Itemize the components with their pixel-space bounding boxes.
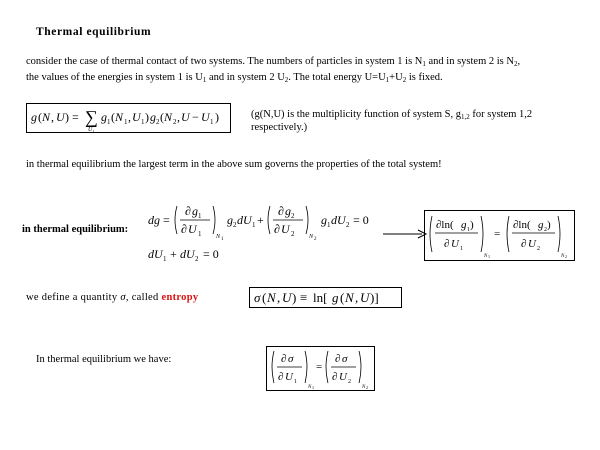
svg-text:N: N xyxy=(216,234,221,240)
svg-text:g: g xyxy=(332,290,339,305)
svg-text:1: 1 xyxy=(460,246,463,252)
svg-text:∂: ∂ xyxy=(332,371,338,383)
svg-text:+: + xyxy=(257,213,264,227)
entropy-formula-box xyxy=(249,287,403,309)
svg-text:1: 1 xyxy=(107,118,111,126)
svg-text:N: N xyxy=(267,290,276,305)
svg-text:∂: ∂ xyxy=(181,222,187,236)
svg-text:dg: dg xyxy=(148,213,160,227)
svg-text:N: N xyxy=(484,254,488,259)
svg-text:) =: ) = xyxy=(65,110,79,124)
svg-text:σ: σ xyxy=(254,290,261,305)
svg-text:,: , xyxy=(355,290,359,305)
dg-equation xyxy=(148,200,388,266)
svg-text:(: ( xyxy=(262,290,267,305)
page-title: Thermal equilibrium xyxy=(36,26,152,38)
svg-text:N: N xyxy=(115,110,124,124)
svg-text:(: ( xyxy=(38,110,42,124)
svg-text:1: 1 xyxy=(163,255,167,263)
svg-text:= 0: = 0 xyxy=(353,213,369,227)
svg-text:∂: ∂ xyxy=(281,353,287,365)
svg-text:2: 2 xyxy=(544,227,547,233)
svg-text:2: 2 xyxy=(156,118,160,126)
entropy-definition-text: we define a quantity σ, called entropy xyxy=(26,292,199,303)
svg-text:∂: ∂ xyxy=(274,222,280,236)
svg-text:ln[: ln[ xyxy=(313,290,328,305)
svg-text:1: 1 xyxy=(252,221,256,229)
svg-text:g: g xyxy=(538,219,544,231)
svg-text:N: N xyxy=(362,385,366,390)
svg-text:∂ln(: ∂ln( xyxy=(436,219,454,231)
svg-text:N: N xyxy=(308,385,312,390)
svg-text:2: 2 xyxy=(348,379,351,385)
svg-text:,: , xyxy=(51,110,54,124)
svg-text:dU: dU xyxy=(148,247,163,261)
intro-line-2: the values of the energies in system 1 is $U_1$ and in system 2 $U_2$. The total energy $U=U_1+U_2$ is fixed. xyxy=(26,72,443,84)
equilibrium-condition-label: In thermal equilibrium we have: xyxy=(36,354,172,365)
svg-text:U: U xyxy=(285,371,293,383)
svg-text:,: , xyxy=(277,290,281,305)
svg-text:U: U xyxy=(360,290,370,305)
svg-text:): ) xyxy=(547,219,551,231)
svg-text:U: U xyxy=(181,110,190,124)
svg-text:g: g xyxy=(461,219,467,231)
svg-text:2: 2 xyxy=(195,255,199,263)
svg-text:U: U xyxy=(56,110,65,124)
svg-text:2: 2 xyxy=(314,237,317,242)
svg-text:g: g xyxy=(101,110,107,124)
svg-text:∑: ∑ xyxy=(85,107,98,127)
multiplicity-note: (g(N,U) is the multiplicity function of system S, $g_{1,2}$ for system 1,2 respectively.) xyxy=(251,109,533,133)
svg-text:=: = xyxy=(494,228,501,240)
svg-text:=: = xyxy=(163,213,170,227)
svg-text:g: g xyxy=(192,204,198,218)
entropy-term: entropy xyxy=(161,292,199,303)
svg-text:1: 1 xyxy=(198,230,202,238)
svg-text:U: U xyxy=(282,290,292,305)
svg-text:σ: σ xyxy=(342,353,348,365)
svg-text:2: 2 xyxy=(565,254,567,259)
svg-text:,: , xyxy=(177,110,180,124)
entropy-equilibrium-box xyxy=(266,346,376,392)
svg-text:N: N xyxy=(42,110,51,124)
log-derivative-equation-box xyxy=(424,210,578,262)
svg-text:1: 1 xyxy=(294,379,297,385)
svg-text:1: 1 xyxy=(210,118,214,126)
svg-text:= 0: = 0 xyxy=(203,247,219,261)
svg-text:∂: ∂ xyxy=(444,238,450,250)
svg-text:dU: dU xyxy=(180,247,195,261)
svg-text:2: 2 xyxy=(346,221,350,229)
svg-text:g: g xyxy=(150,110,156,124)
equilibrium-label: in thermal equilibrium: xyxy=(22,224,129,235)
multiplicity-sum-equation xyxy=(26,103,231,133)
svg-text:2: 2 xyxy=(233,221,237,229)
svg-text:∂: ∂ xyxy=(278,204,284,218)
svg-text:2: 2 xyxy=(291,212,295,220)
intro-line-1: consider the case of thermal contact of two systems. The numbers of particles in system 1 is $N_1$ and in system 2 is $N_2$, xyxy=(26,56,521,68)
svg-text:−: − xyxy=(192,110,199,124)
svg-text:(: ( xyxy=(160,110,164,124)
svg-text:(: ( xyxy=(111,110,115,124)
svg-text:(: ( xyxy=(340,290,345,305)
intro-paragraph xyxy=(26,54,596,86)
largest-term-statement: in thermal equilibrium the largest term in the above sum governs the properties of the total system! xyxy=(26,159,442,170)
svg-text:): ) xyxy=(470,219,474,231)
svg-text:): ) xyxy=(215,110,219,124)
svg-text:N: N xyxy=(164,110,173,124)
svg-text:1: 1 xyxy=(198,212,202,220)
svg-text:=: = xyxy=(316,361,323,373)
svg-text:2: 2 xyxy=(291,230,295,238)
svg-text:∂ln(: ∂ln( xyxy=(513,219,531,231)
svg-text:≡: ≡ xyxy=(300,290,308,305)
svg-text:1: 1 xyxy=(312,385,314,390)
svg-text:g: g xyxy=(321,213,327,227)
svg-text:dU: dU xyxy=(237,213,252,227)
svg-text:): ) xyxy=(292,290,297,305)
svg-text:+: + xyxy=(170,247,177,261)
svg-text:U: U xyxy=(339,371,347,383)
svg-text:U₁: U₁ xyxy=(88,127,95,132)
svg-text:U: U xyxy=(528,238,536,250)
svg-text:dU: dU xyxy=(331,213,346,227)
svg-text:U: U xyxy=(132,110,141,124)
sum-formula xyxy=(31,106,227,132)
svg-text:)]: )] xyxy=(370,290,379,305)
svg-text:1: 1 xyxy=(467,227,470,233)
svg-text:∂: ∂ xyxy=(278,371,284,383)
svg-text:): ) xyxy=(145,110,149,124)
svg-text:σ: σ xyxy=(288,353,294,365)
svg-text:,: , xyxy=(128,110,131,124)
svg-text:N: N xyxy=(345,290,354,305)
svg-text:1: 1 xyxy=(221,237,224,242)
svg-text:∂: ∂ xyxy=(335,353,341,365)
svg-text:2: 2 xyxy=(537,246,540,252)
implies-arrow-icon xyxy=(382,228,428,240)
svg-text:2: 2 xyxy=(173,118,177,126)
svg-text:U: U xyxy=(201,110,210,124)
svg-text:1: 1 xyxy=(141,118,145,126)
svg-text:N: N xyxy=(309,234,314,240)
svg-text:g: g xyxy=(227,213,233,227)
svg-text:U: U xyxy=(281,222,290,236)
svg-text:g: g xyxy=(285,204,291,218)
svg-text:g: g xyxy=(31,110,37,124)
svg-text:2: 2 xyxy=(366,385,368,390)
svg-text:U: U xyxy=(188,222,197,236)
svg-text:1: 1 xyxy=(488,254,490,259)
svg-text:1: 1 xyxy=(124,118,128,126)
svg-text:U: U xyxy=(451,238,459,250)
svg-text:∂: ∂ xyxy=(185,204,191,218)
svg-text:∂: ∂ xyxy=(521,238,527,250)
svg-text:1: 1 xyxy=(327,221,331,229)
svg-text:N: N xyxy=(561,254,565,259)
